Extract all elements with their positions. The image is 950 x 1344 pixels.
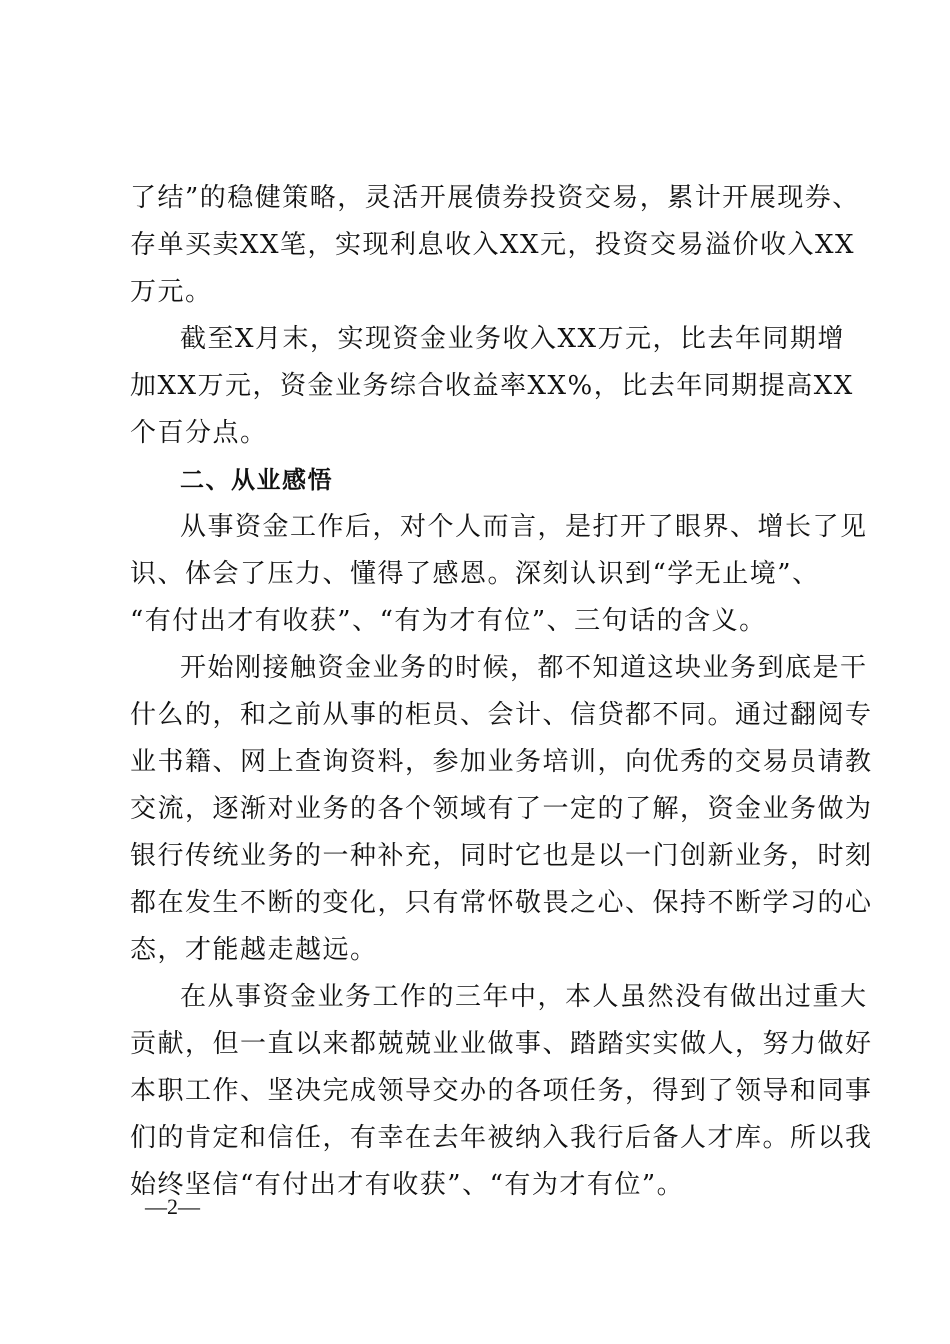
text-line: 存单买卖XX笔，实现利息收入XX元，投资交易溢价收入XX <box>130 230 856 260</box>
text-line: 们的肯定和信任，有幸在去年被纳入我行后备人才库。所以我 <box>130 1123 873 1153</box>
section-heading: 二、从业感悟 <box>180 466 333 494</box>
text-line: 识、体会了压力、懂得了感恩。深刻认识到“学无止境”、 <box>130 559 820 589</box>
text-line: “有付出才有收获”、“有为才有位”、三句话的含义。 <box>130 606 767 636</box>
text-line: 在从事资金业务工作的三年中，本人虽然没有做出过重大 <box>180 982 868 1012</box>
text-line: 万元。 <box>130 277 213 307</box>
text-line: 开始刚接触资金业务的时候，都不知道这块业务到底是干 <box>180 653 868 683</box>
text-line: 始终坚信“有付出才有收获”、“有为才有位”。 <box>130 1170 685 1200</box>
text-line: 了结”的稳健策略，灵活开展债券投资交易，累计开展现券、 <box>130 183 860 213</box>
text-line: 从事资金工作后，对个人而言，是打开了眼界、增长了见 <box>180 512 868 542</box>
text-line: 银行传统业务的一种补充，同时它也是以一门创新业务，时刻 <box>130 841 873 871</box>
text-line: 什么的，和之前从事的柜员、会计、信贷都不同。通过翻阅专 <box>130 700 873 730</box>
text-line: 业书籍、网上查询资料，参加业务培训，向优秀的交易员请教 <box>130 747 873 777</box>
text-line: 个百分点。 <box>130 418 268 448</box>
text-line: 都在发生不断的变化，只有常怀敬畏之心、保持不断学习的心 <box>130 888 873 918</box>
text-line: 本职工作、坚决完成领导交办的各项任务，得到了领导和同事 <box>130 1076 873 1106</box>
text-line: 态，才能越走越远。 <box>130 935 378 965</box>
text-line: 加XX万元，资金业务综合收益率XX%，比去年同期提高XX <box>130 371 854 401</box>
page-number: —2— <box>145 1194 200 1219</box>
text-line: 截至X月末，实现资金业务收入XX万元，比去年同期增 <box>180 324 846 354</box>
text-line: 贡献，但一直以来都兢兢业业做事、踏踏实实做人，努力做好 <box>130 1029 873 1059</box>
text-line: 交流，逐渐对业务的各个领域有了一定的了解，资金业务做为 <box>130 794 873 824</box>
